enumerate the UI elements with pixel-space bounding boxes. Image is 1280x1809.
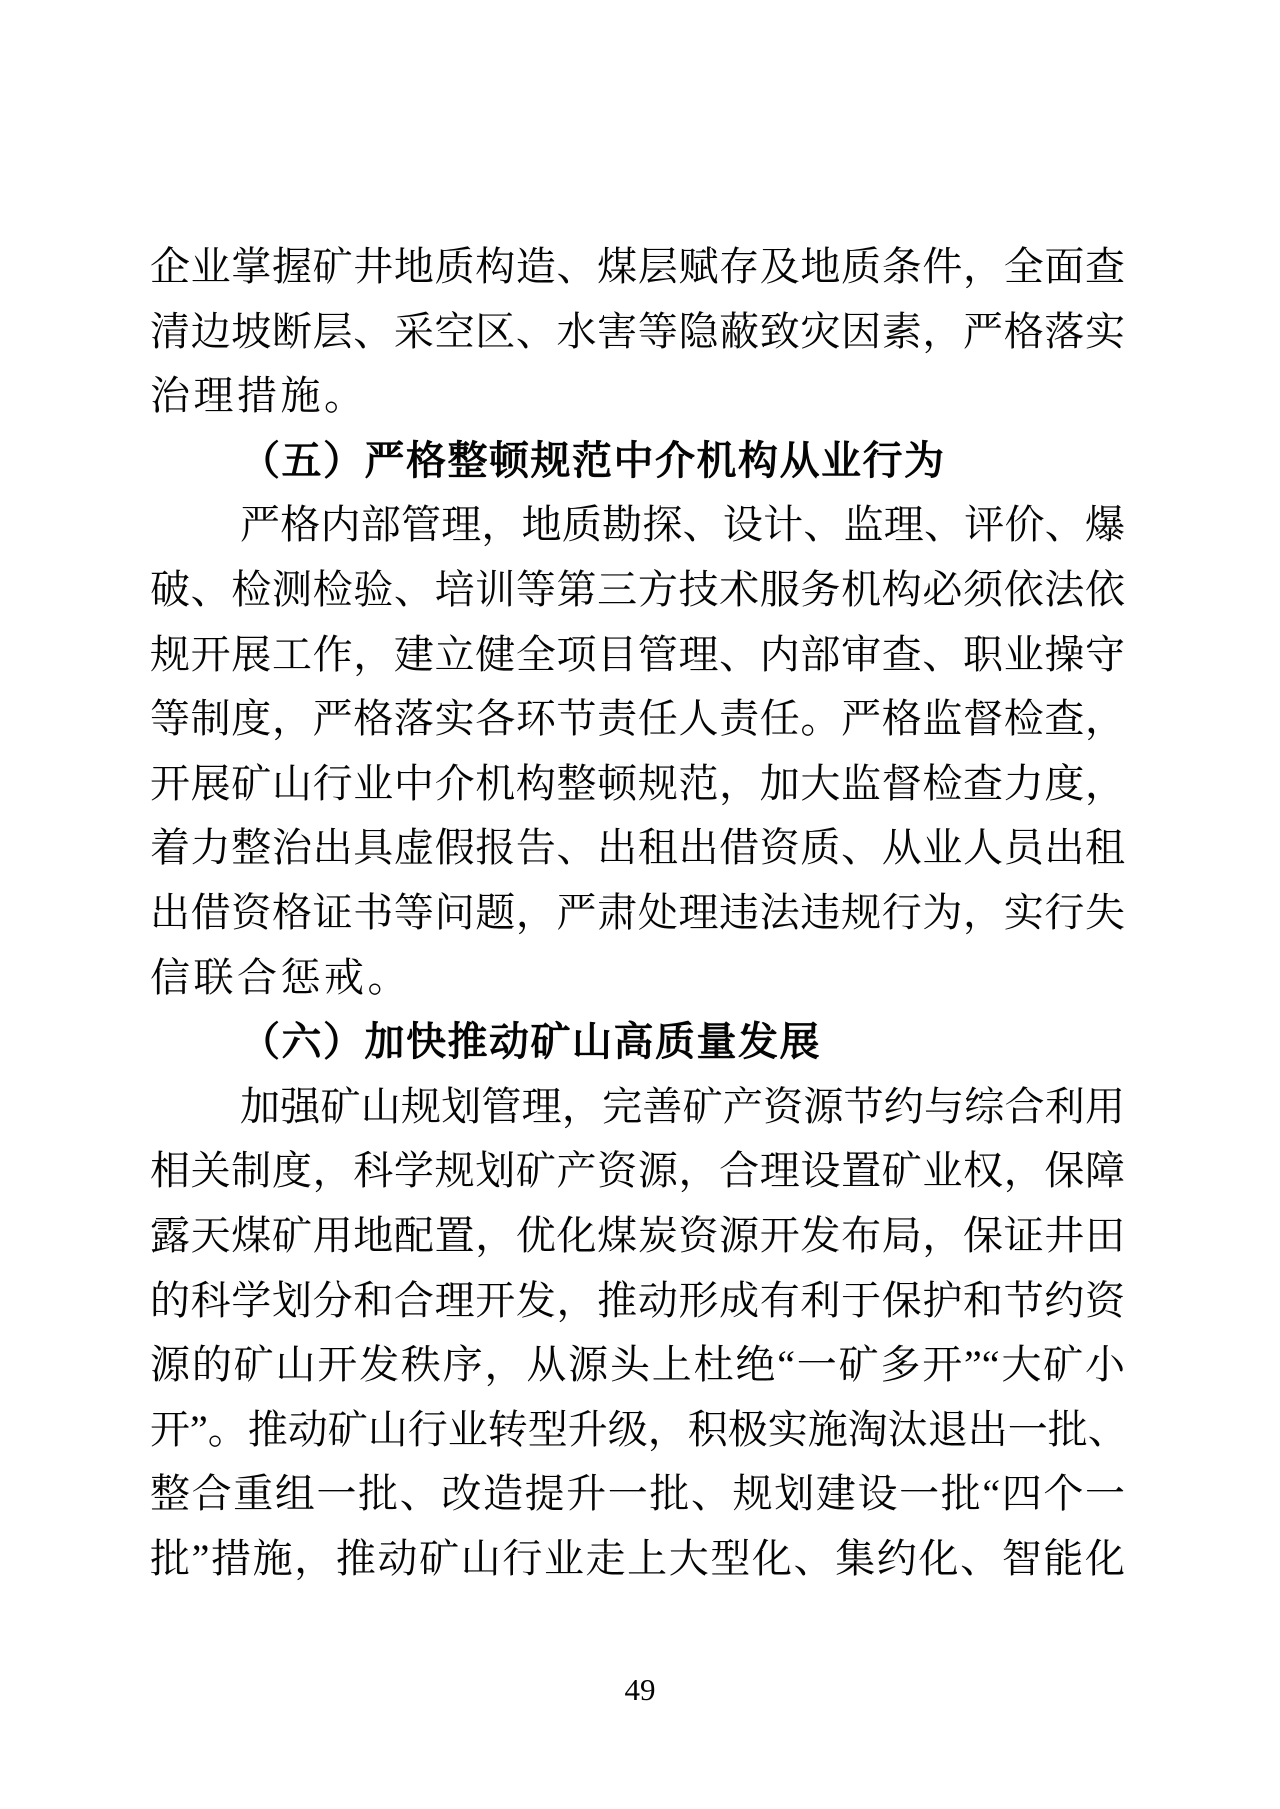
text-line: 出借资格证书等问题，严肃处理违法违规行为，实行失 — [150, 889, 1125, 935]
text-line: 的科学划分和合理开发，推动形成有利于保护和节约资 — [150, 1277, 1125, 1323]
text-line: 着力整治出具虚假报告、出租出借资质、从业人员出租 — [150, 825, 1125, 871]
text-line: 露天煤矿用地配置，优化煤炭资源开发布局，保证井田 — [150, 1212, 1125, 1258]
text-line: 治理措施。 — [150, 373, 368, 419]
text-line: 相关制度，科学规划矿产资源，合理设置矿业权，保障 — [150, 1148, 1125, 1194]
text-line: 等制度，严格落实各环节责任人责任。严格监督检查， — [150, 696, 1125, 742]
section-heading: （五）严格整顿规范中介机构从业行为 — [240, 437, 946, 483]
text-line: 开”。推动矿山行业转型升级，积极实施淘汰退出一批、 — [150, 1406, 1128, 1452]
text-line: 整合重组一批、改造提升一批、规划建设一批“四个一 — [150, 1471, 1125, 1517]
document-body — [150, 235, 1128, 1591]
text-line: 破、检测检验、培训等第三方技术服务机构必须依法依 — [150, 566, 1125, 612]
page-number: 49 — [624, 1672, 656, 1707]
text-line: 清边坡断层、采空区、水害等隐蔽致灾因素，严格落实 — [150, 308, 1125, 354]
text-line: 加强矿山规划管理，完善矿产资源节约与综合利用 — [240, 1083, 1125, 1129]
text-line: 规开展工作，建立健全项目管理、内部审查、职业操守 — [150, 631, 1125, 677]
text-line: 开展矿山行业中介机构整顿规范，加大监督检查力度， — [150, 760, 1125, 806]
text-line: 企业掌握矿井地质构造、煤层赋存及地质条件，全面查 — [150, 244, 1125, 289]
text-line: 源的矿山开发秩序，从源头上杜绝“一矿多开”“大矿小 — [150, 1342, 1125, 1388]
section-heading: （六）加快推动矿山高质量发展 — [240, 1019, 821, 1065]
text-line: 严格内部管理，地质勘探、设计、监理、评价、爆 — [240, 502, 1125, 548]
text-line: 批”措施，推动矿山行业走上大型化、集约化、智能化 — [150, 1535, 1125, 1581]
text-line: 信联合惩戒。 — [150, 954, 411, 1000]
